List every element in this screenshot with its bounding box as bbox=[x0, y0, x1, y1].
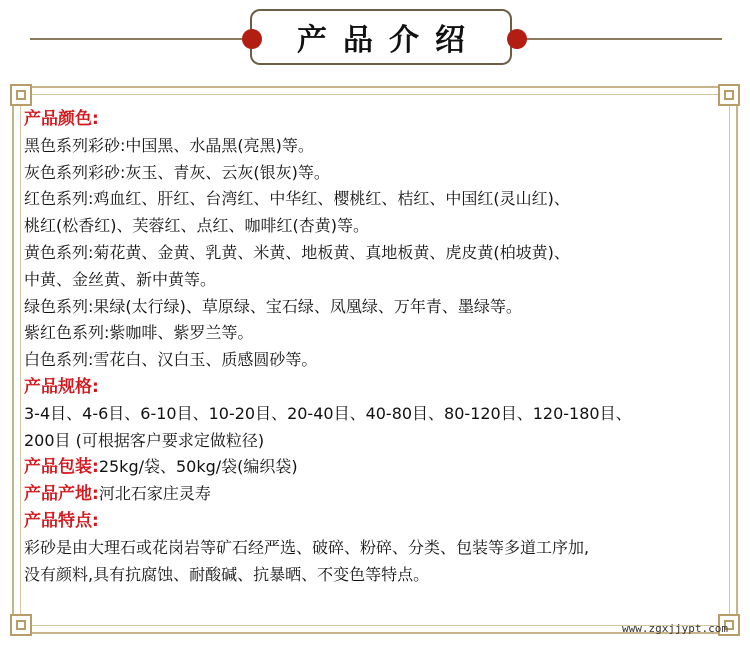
package-value: 25kg/袋、50kg/袋(编织袋) bbox=[98, 457, 298, 477]
frame-corner-ornament bbox=[10, 84, 32, 106]
text-line: 200目 (可根据客户要求定做粒径) bbox=[24, 430, 265, 450]
product-info bbox=[24, 106, 714, 588]
origin-value: 河北石家庄灵寿 bbox=[98, 484, 211, 504]
frame-corner-ornament bbox=[10, 614, 32, 636]
watermark-url: www.zgxjjypt.com bbox=[622, 622, 728, 635]
text-line: 3-4目、4-6目、6-10目、10-20目、20-40目、40-80目、80-120目、120-180目、 bbox=[24, 403, 632, 423]
section-heading-spec: 产品规格: bbox=[24, 376, 99, 397]
text-line: 没有颜料,具有抗腐蚀、耐酸碱、抗暴晒、不变色等特点。 bbox=[24, 564, 430, 584]
page-title: 产品介绍 bbox=[297, 23, 481, 58]
text-line: 红色系列:鸡血红、肝红、台湾红、中华红、樱桃红、桔红、中国红(灵山红)、 bbox=[24, 189, 570, 209]
title-dot-left bbox=[242, 29, 262, 49]
text-line: 白色系列:雪花白、汉白玉、质感圆砂等。 bbox=[24, 350, 318, 370]
text-line: 黄色系列:菊花黄、金黄、乳黄、米黄、地板黄、真地板黄、虎皮黄(柏坡黄)、 bbox=[24, 242, 570, 262]
text-line: 黑色系列彩砂:中国黑、水晶黑(亮黑)等。 bbox=[24, 135, 314, 155]
text-line: 桃红(松香红)、芙蓉红、点红、咖啡红(杏黄)等。 bbox=[24, 216, 369, 236]
title-divider-right bbox=[508, 38, 722, 40]
section-heading-color: 产品颜色: bbox=[24, 109, 99, 129]
frame-corner-ornament bbox=[718, 84, 740, 106]
text-line: 绿色系列:果绿(太行绿)、草原绿、宝石绿、凤凰绿、万年青、墨绿等。 bbox=[24, 296, 522, 316]
origin-row bbox=[24, 481, 714, 508]
title-dot-right bbox=[507, 29, 527, 49]
title-divider-left bbox=[30, 38, 248, 40]
text-line: 紫红色系列:紫咖啡、紫罗兰等。 bbox=[24, 323, 254, 343]
text-line: 中黄、金丝黄、新中黄等。 bbox=[24, 269, 217, 289]
section-heading-origin: 产品产地: bbox=[24, 484, 99, 505]
title-banner bbox=[0, 0, 750, 78]
section-heading-package: 产品包装: bbox=[24, 457, 99, 478]
title-box bbox=[250, 9, 512, 65]
package-row bbox=[24, 454, 714, 481]
text-line: 灰色系列彩砂:灰玉、青灰、云灰(银灰)等。 bbox=[24, 162, 330, 182]
text-line: 彩砂是由大理石或花岗岩等矿石经严选、破碎、粉碎、分类、包装等多道工序加, bbox=[24, 537, 590, 557]
section-heading-feature: 产品特点: bbox=[24, 510, 99, 531]
